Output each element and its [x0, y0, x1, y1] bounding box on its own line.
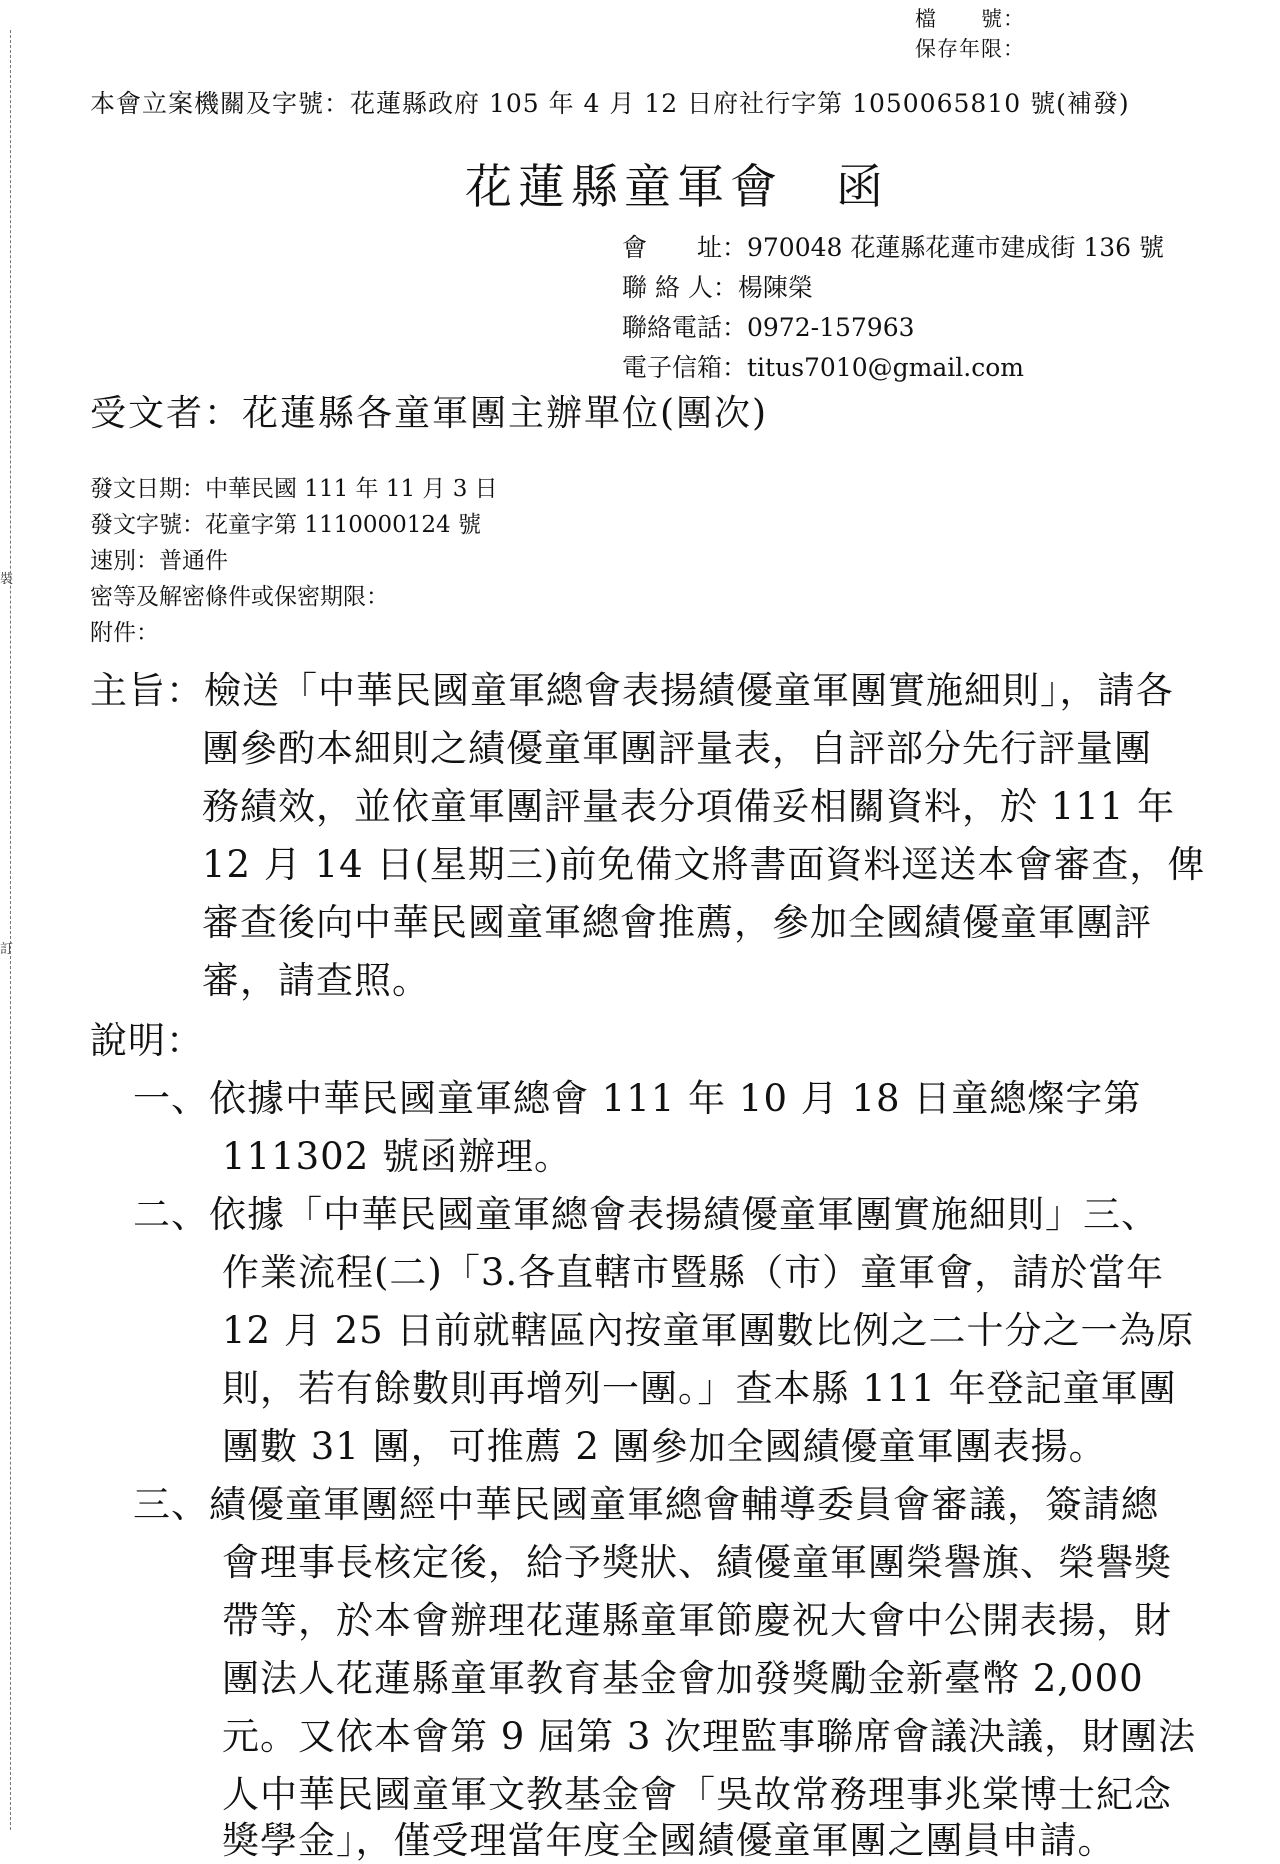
attachment: 附件：: [90, 620, 159, 646]
contact-phone: 聯絡電話：0972-157963: [622, 313, 915, 342]
recipient: 受文者：花蓮縣各童軍團主辦單位(團次): [90, 393, 769, 434]
speed-class: 速別：普通件: [90, 548, 228, 574]
binding-line: [10, 30, 11, 1830]
explanation-item-3: 元。又依本會第 9 屆第 3 次理監事聯席會議決議，財團法: [222, 1715, 1197, 1758]
subject-line: 審，請查照。: [202, 959, 430, 1002]
explanation-item-2: 團數 31 團，可推薦 2 團參加全國績優童軍團表揚。: [222, 1425, 1107, 1468]
archive-retention: 保存年限：: [915, 37, 1025, 61]
document-title: 花蓮縣童軍會 函: [465, 160, 889, 215]
binding-mark-zhuang: 裝: [0, 572, 14, 587]
secrecy-level: 密等及解密條件或保密期限：: [90, 584, 389, 610]
contact-address: 會 址：970048 花蓮縣花蓮市建成街 136 號: [622, 233, 1164, 262]
subject-line: 12 月 14 日(星期三)前免備文將書面資料逕送本會審查，俾: [202, 843, 1206, 886]
explanation-item-2: 二、依據「中華民國童軍總會表揚績優童軍團實施細則」三、: [133, 1193, 1159, 1236]
subject-line: 審查後向中華民國童軍總會推薦，參加全國績優童軍團評: [202, 901, 1152, 944]
explanation-item-3: 獎學金」，僅受理當年度全國績優童軍團之團員申請。: [222, 1819, 1116, 1862]
explanation-item-2: 作業流程(二)「3.各直轄市暨縣（市）童軍會，請於當年: [222, 1251, 1165, 1294]
explanation-item-2: 則，若有餘數則再增列一團。」查本縣 111 年登記童軍團: [222, 1367, 1177, 1410]
explanation-heading: 說明：: [90, 1019, 204, 1062]
binding-mark-ding: 訂: [0, 942, 14, 957]
contact-email: 電子信箱：titus7010@gmail.com: [622, 353, 1024, 382]
explanation-item-2: 12 月 25 日前就轄區內按童軍團數比例之二十分之一為原: [222, 1309, 1195, 1352]
explanation-item-3: 三、績優童軍團經中華民國童軍總會輔導委員會審議，簽請總: [133, 1483, 1159, 1526]
contact-person: 聯 絡 人：楊陳榮: [622, 273, 813, 302]
archive-file-number: 檔 號：: [915, 7, 1025, 31]
explanation-item-1: 111302 號函辦理。: [222, 1135, 573, 1178]
subject-line: 務績效，並依童軍團評量表分項備妥相關資料，於 111 年: [202, 785, 1176, 828]
explanation-item-3: 帶等，於本會辦理花蓮縣童軍節慶祝大會中公開表揚，財: [222, 1599, 1172, 1642]
explanation-item-1: 一、依據中華民國童軍總會 111 年 10 月 18 日童總燦字第: [133, 1077, 1142, 1120]
subject-line: 主旨：檢送「中華民國童軍總會表揚績優童軍團實施細則」，請各: [90, 669, 1174, 712]
issue-number: 發文字號：花童字第 1110000124 號: [90, 512, 481, 538]
issue-date: 發文日期：中華民國 111 年 11 月 3 日: [90, 476, 498, 502]
explanation-item-3: 會理事長核定後，給予獎狀、績優童軍團榮譽旗、榮譽獎: [222, 1541, 1172, 1584]
explanation-item-3: 人中華民國童軍文教基金會「吳故常務理事兆棠博士紀念: [222, 1773, 1172, 1816]
subject-line: 團參酌本細則之績優童軍團評量表，自評部分先行評量團: [202, 727, 1152, 770]
registration-line: 本會立案機關及字號：花蓮縣政府 105 年 4 月 12 日府社行字第 1050065810 號(補發): [90, 89, 1130, 118]
explanation-item-3: 團法人花蓮縣童軍教育基金會加發獎勵金新臺幣 2,000: [222, 1657, 1144, 1700]
